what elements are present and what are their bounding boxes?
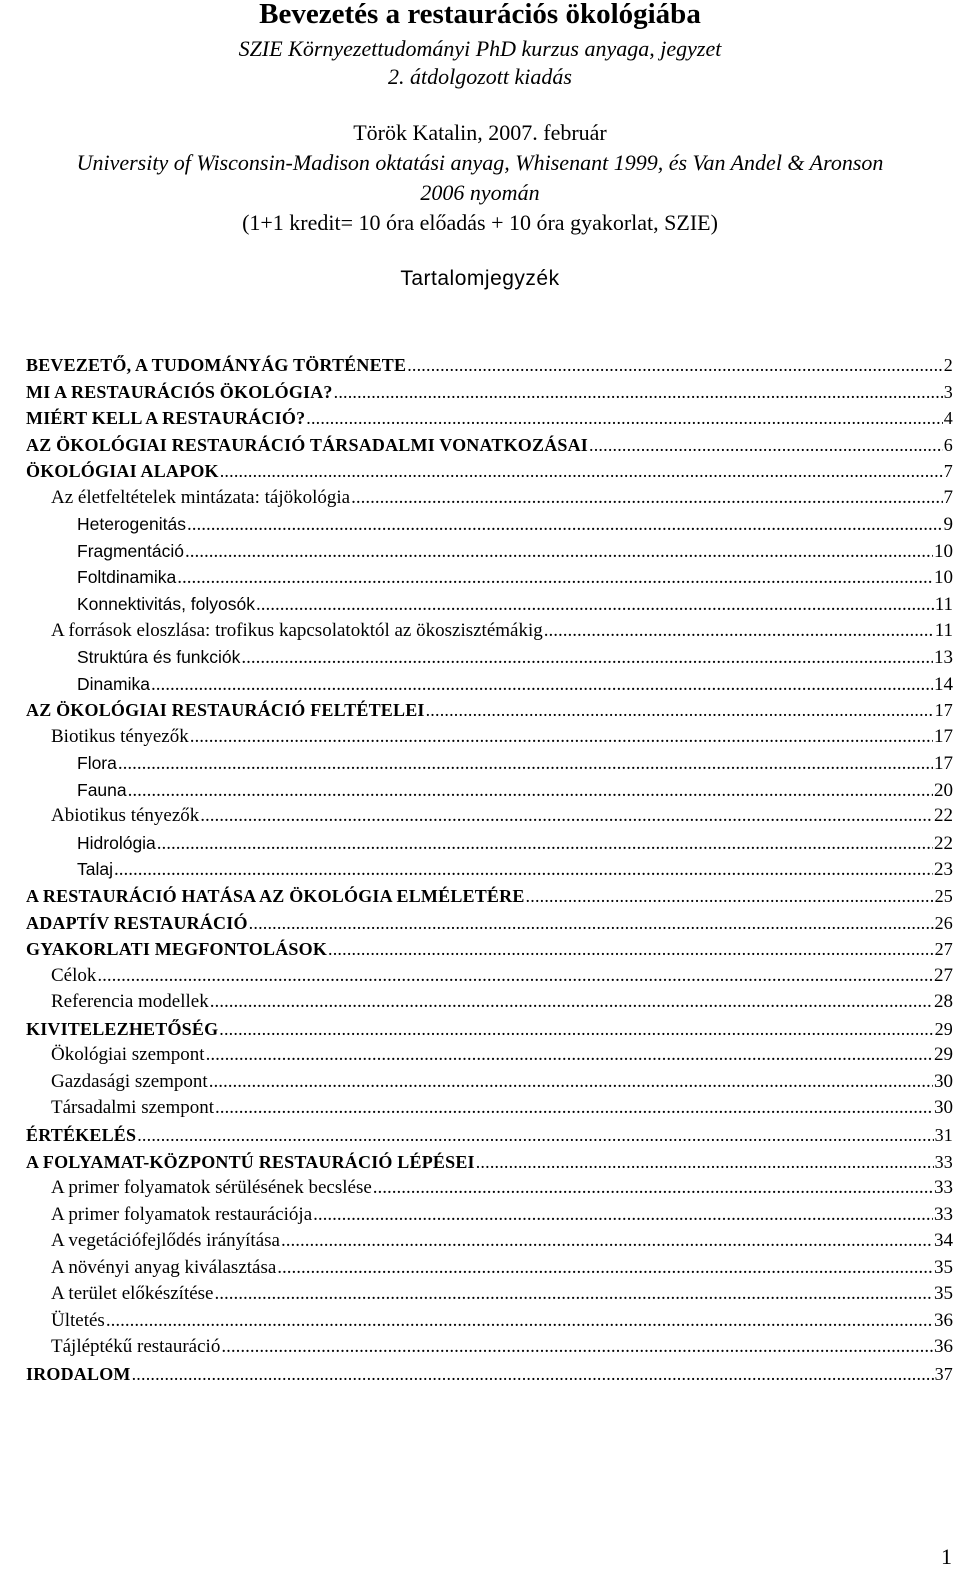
source-line-1: University of Wisconsin-Madison oktatási anyag, Whisenant 1999, és Van Andel & Aronson: [76, 150, 884, 175]
author-date-line: Török Katalin, 2007. február: [353, 120, 607, 145]
toc-entry-page: 22: [934, 805, 953, 826]
toc-entry-page: 29: [934, 1044, 953, 1065]
toc-entry[interactable]: [77, 538, 953, 564]
toc-entry-page: 25: [934, 886, 953, 906]
toc-entry-page: 20: [934, 780, 953, 801]
edition-line: 2. átdolgozott kiadás: [388, 64, 572, 89]
toc-entry-title: Társadalmi szempont: [51, 1097, 215, 1118]
toc-entry[interactable]: [51, 1095, 953, 1121]
toc-entry-title: Gazdasági szempont: [51, 1071, 208, 1092]
credit-line: (1+1 kredit= 10 óra előadás + 10 óra gyakorlat, SZIE): [242, 210, 718, 235]
toc-entry-title: Hidrológia: [77, 833, 156, 853]
toc-entry-page: 36: [934, 1310, 953, 1331]
toc-dot-leader: [157, 831, 933, 856]
toc-entry-page: 11: [934, 594, 953, 615]
toc-entry[interactable]: [77, 777, 953, 803]
toc-entry-title: ÖKOLÓGIAI ALAPOK: [26, 461, 219, 481]
toc-entry[interactable]: [51, 1069, 953, 1095]
toc-entry-page: 29: [934, 1019, 953, 1039]
toc-dot-leader: [114, 857, 933, 882]
toc-entry-page: 10: [934, 541, 953, 562]
toc-entry[interactable]: [51, 1042, 953, 1068]
toc-entry[interactable]: [51, 618, 953, 644]
toc-entry-title: A RESTAURÁCIÓ HATÁSA AZ ÖKOLÓGIA ELMÉLETÉRE: [26, 886, 525, 906]
toc-entry[interactable]: [51, 724, 953, 750]
toc-entry[interactable]: [51, 1308, 953, 1334]
toc-entry[interactable]: [26, 883, 953, 909]
toc-entry-title: Foltdinamika: [77, 567, 177, 587]
toc-entry[interactable]: [77, 564, 953, 590]
toc-entry-title: Az életfeltételek mintázata: tájökológia: [51, 487, 351, 508]
toc-entry-page: 17: [934, 700, 953, 720]
toc-entry[interactable]: [26, 910, 953, 936]
toc-entry-title: Flora: [77, 753, 117, 773]
toc-dot-leader: [97, 963, 933, 989]
toc-entry-title: Fragmentáció: [77, 541, 184, 561]
toc-dot-leader: [277, 1255, 933, 1281]
toc-dot-leader: [476, 1149, 934, 1175]
toc-entry-title: Tájléptékű restauráció: [51, 1336, 221, 1357]
toc-dot-leader: [249, 910, 934, 936]
toc-entry-page: 34: [934, 1230, 953, 1251]
toc-entry-page: 33: [934, 1177, 953, 1198]
toc-entry-title: MIÉRT KELL A RESTAURÁCIÓ?: [26, 408, 306, 428]
toc-dot-leader: [206, 1042, 933, 1068]
toc-entry-title: Talaj: [77, 859, 113, 879]
toc-entry[interactable]: [77, 856, 953, 882]
toc-entry[interactable]: [77, 644, 953, 670]
toc-entry[interactable]: [51, 989, 953, 1015]
toc-entry-page: 9: [943, 514, 953, 535]
toc-dot-leader: [209, 1069, 933, 1095]
toc-entry-title: IRODALOM: [26, 1364, 131, 1384]
toc-dot-leader: [210, 989, 933, 1015]
toc-entry-page: 11: [934, 620, 953, 641]
toc-entry-page: 13: [934, 647, 953, 668]
toc-entry[interactable]: [26, 1016, 953, 1042]
toc-dot-leader: [106, 1308, 933, 1334]
toc-entry-title: A növényi anyag kiválasztása: [51, 1257, 277, 1278]
toc-dot-leader: [137, 1122, 933, 1148]
toc-entry-title: Dinamika: [77, 674, 150, 694]
toc-dot-leader: [256, 592, 934, 617]
toc-entry-page: 33: [934, 1152, 953, 1172]
toc-entry[interactable]: [51, 1175, 953, 1201]
toc-dot-leader: [373, 1175, 933, 1201]
toc-entry[interactable]: [77, 591, 953, 617]
toc-entry[interactable]: [77, 511, 953, 537]
toc-entry-page: 7: [943, 461, 953, 481]
toc-entry-title: MI A RESTAURÁCIÓS ÖKOLÓGIA?: [26, 382, 333, 402]
toc-entry-page: 27: [934, 965, 953, 986]
toc-entry-title: Heterogenitás: [77, 514, 186, 534]
toc-entry-title: AZ ÖKOLÓGIAI RESTAURÁCIÓ TÁRSADALMI VONATKOZÁSAI: [26, 435, 589, 455]
toc-entry-page: 30: [934, 1071, 953, 1092]
toc-entry-page: 28: [934, 991, 953, 1012]
toc-entry-page: 3: [943, 382, 953, 402]
toc-dot-leader: [334, 379, 943, 405]
toc-entry-page: 14: [934, 674, 953, 695]
toc-dot-leader: [281, 1228, 933, 1254]
toc-entry-page: 36: [934, 1336, 953, 1357]
toc-entry-page: 33: [934, 1204, 953, 1225]
toc-entry[interactable]: [51, 1228, 953, 1254]
toc-entry[interactable]: [26, 1149, 953, 1175]
document-title: Bevezetés a restaurációs ökológiába: [259, 0, 701, 30]
toc-entry-page: 35: [934, 1257, 953, 1278]
toc-dot-leader: [215, 1281, 934, 1307]
toc-entry-title: Struktúra és funkciók: [77, 647, 241, 667]
toc-entry-title: A terület előkészítése: [51, 1283, 214, 1304]
toc-entry-title: AZ ÖKOLÓGIAI RESTAURÁCIÓ FELTÉTELEI: [26, 700, 425, 720]
toc-entry-page: 2: [943, 355, 953, 375]
toc-entry-title: Referencia modellek: [51, 991, 209, 1012]
toc-entry[interactable]: [26, 936, 953, 962]
toc-entry-title: A vegetációfejlődés irányítása: [51, 1230, 280, 1251]
toc-entry[interactable]: [26, 352, 953, 378]
toc-entry-title: Abiotikus tényezők: [51, 805, 200, 826]
toc-entry-title: Konnektivitás, folyosók: [77, 594, 256, 614]
toc-dot-leader: [219, 1016, 933, 1042]
toc-dot-leader: [118, 751, 933, 776]
toc-dot-leader: [426, 697, 934, 723]
toc-entry[interactable]: [77, 830, 953, 856]
toc-dot-leader: [215, 1095, 933, 1121]
toc-entry[interactable]: [51, 1281, 953, 1307]
toc-entry-title: KIVITELEZHETŐSÉG: [26, 1019, 219, 1039]
toc-dot-leader: [200, 803, 933, 829]
toc-entry-title: Fauna: [77, 780, 127, 800]
toc-dot-leader: [185, 539, 933, 564]
toc-dot-leader: [241, 645, 933, 670]
source-line-2: 2006 nyomán: [420, 180, 540, 205]
toc-entry[interactable]: [26, 432, 953, 458]
toc-entry-page: 4: [943, 408, 953, 428]
toc-entry[interactable]: [51, 963, 953, 989]
toc-dot-leader: [151, 672, 933, 697]
page-number: 1: [941, 1544, 952, 1569]
toc-dot-leader: [177, 565, 933, 590]
toc-entry-title: Biotikus tényezők: [51, 726, 189, 747]
toc-dot-leader: [220, 458, 943, 484]
toc-entry-title: Ültetés: [51, 1310, 105, 1331]
toc-entry[interactable]: [51, 485, 953, 511]
toc-entry[interactable]: [77, 671, 953, 697]
toc-entry-page: 30: [934, 1097, 953, 1118]
toc-entry-title: A források eloszlása: trofikus kapcsolatoktól az ökoszisztémákig: [51, 620, 543, 641]
toc-dot-leader: [351, 485, 942, 511]
toc-entry-page: 6: [943, 435, 953, 455]
toc-entry-title: A FOLYAMAT-KÖZPONTÚ RESTAURÁCIÓ LÉPÉSEI: [26, 1152, 475, 1172]
toc-entry-title: Célok: [51, 965, 97, 986]
toc-entry[interactable]: [26, 1361, 953, 1387]
toc-dot-leader: [306, 405, 943, 431]
toc-entry[interactable]: [51, 1334, 953, 1360]
toc-entry-page: 22: [934, 833, 953, 854]
toc-dot-leader: [526, 883, 934, 909]
toc-entry-page: 17: [934, 726, 953, 747]
toc-dot-leader: [544, 618, 934, 644]
toc-dot-leader: [328, 936, 934, 962]
toc-heading: Tartalomjegyzék: [400, 267, 560, 290]
toc-entry[interactable]: [51, 1255, 953, 1281]
toc-entry[interactable]: [77, 750, 953, 776]
document-subtitle: SZIE Környezettudományi PhD kurzus anyaga, jegyzet: [238, 36, 722, 61]
toc-dot-leader: [313, 1202, 933, 1228]
toc-entry-page: 10: [934, 567, 953, 588]
toc-entry-page: 23: [934, 859, 953, 880]
toc-entry-page: 31: [934, 1125, 953, 1145]
toc-dot-leader: [589, 432, 943, 458]
toc-entry[interactable]: [26, 458, 953, 484]
toc-dot-leader: [128, 778, 933, 803]
toc-entry[interactable]: [26, 1122, 953, 1148]
toc-dot-leader: [132, 1361, 934, 1387]
toc-entry[interactable]: [51, 1202, 953, 1228]
toc-dot-leader: [187, 512, 943, 537]
toc-entry-page: 35: [934, 1283, 953, 1304]
toc-dot-leader: [221, 1334, 933, 1360]
toc-entry-page: 7: [943, 487, 953, 508]
toc-entry[interactable]: [51, 803, 953, 829]
toc-entry-page: 27: [934, 939, 953, 959]
toc-entry-title: ÉRTÉKELÉS: [26, 1125, 137, 1145]
toc-entry-title: BEVEZETŐ, A TUDOMÁNYÁG TÖRTÉNETE: [26, 355, 407, 375]
toc-entry-page: 37: [934, 1364, 953, 1384]
toc-entry[interactable]: [26, 405, 953, 431]
toc-dot-leader: [407, 352, 943, 378]
toc-entry-title: A primer folyamatok restaurációja: [51, 1204, 313, 1225]
toc-entry-page: 26: [934, 913, 953, 933]
toc-dot-leader: [190, 724, 933, 750]
toc-entry[interactable]: [26, 697, 953, 723]
toc-entry-title: Ökológiai szempont: [51, 1044, 205, 1065]
toc-entry-title: GYAKORLATI MEGFONTOLÁSOK: [26, 939, 328, 959]
toc-entry-page: 17: [934, 753, 953, 774]
toc-entry-title: A primer folyamatok sérülésének becslése: [51, 1177, 372, 1198]
toc-entry[interactable]: [26, 379, 953, 405]
toc-entry-title: ADAPTÍV RESTAURÁCIÓ: [26, 913, 248, 933]
